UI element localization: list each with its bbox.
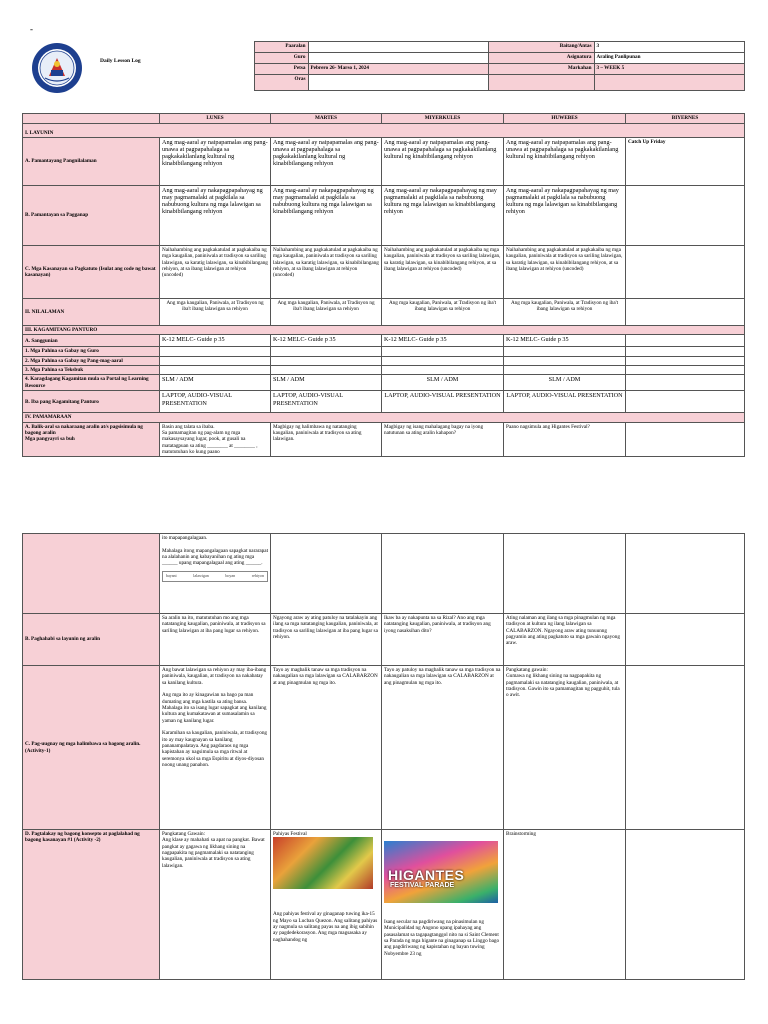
cell: Ang mag-aaral ay nakapagpapahayag ng may pagmamalaki at pagkilala sa nabubuong kultura ng mga lalawigan sa kinabibilangang rehiyon [160,186,271,246]
higantes-text: Isang secular na pagdiriwang na pinasimulan ng Municipalidad ng Angono upang ipahayag ang pasasalamat sa tagapagtanggol nito na si Saint Clement sa Parada ng mga higante na ginaganap sa Linggo bago ang pagdiriwang ng kapistahan ng bayan tuwing Nobyembre 23 ng [384,919,500,957]
table-row [23,375,745,391]
table-row [23,299,745,326]
section-kagamitang: III. KAGAMITANG PANTURO [23,326,745,335]
cell: K-12 MELC- Guide p 35 [382,335,504,347]
label-markahan: Markahan [488,64,594,75]
day-huwebes: HUWEBES [504,114,626,124]
cell [626,666,745,830]
day-martes: MARTES [271,114,382,124]
cell: Ating nalaman ang ilang sa mga pinagmulan ng mga tradisyon at kultura ng ilang lalawigan sa CALABARZON. Ngayong araw ating tunuunng pagyamin ang ating pagkatuto sa mga gawain ngayong araw. [504,614,626,666]
pahiyas-text: Ang pahiyas festival ay ginaganap tuwing ika-15 ng Mayo sa Lucban Quezon. Ang salitang pahiyas ay nagmula sa salitang payas na ang ibig sabihin ay pagdedekorasyon. Ang mga magsasaka ay naghahandog ng [273,911,378,943]
document-title: Daily Lesson Log [100,58,141,64]
header-table [22,41,745,91]
cell [626,375,745,391]
day-biyernes: BIYERNES [626,114,745,124]
value-markahan: 3 – WEEK 5 [594,64,744,75]
days-header-row [23,114,745,124]
word-option: rehiyon [251,572,264,578]
cell: K-12 MELC- Guide p 35 [160,335,271,347]
cell: Tayo ay magbalik tanaw sa mga tradisyon na nakaugalian sa mga lalawigan sa CALABARZON at ang pinagmulan ng mga ito. [271,666,382,830]
table-row [23,186,745,246]
cell: Ang mag-aaral ay nakapagpapahayag ng may pagmamalaki at pagkilala sa nabubuong kultura ng mga lalawigan sa kinabibilangang rehiyon [504,186,626,246]
cell: Ngayong araw ay ating patuloy na tatalakayin ang ilang sa mga natatanging kaugalian, paniniwala, at tradisyon sa sariling lalawigan at iba pang lugar sa rehiyon. [271,614,382,666]
empty-cell [488,75,594,91]
table-row [23,830,745,980]
row-label: D. Pagtalakay ng bagong konsepto at paglalahad ng bagong kasanayan #1 (Activity -2) [23,830,160,980]
cell: Ang bawat lalawigan sa rehiyon ay may iba-ibang paniniwala, kaugalian, at tradisyon na nakabatay sa kanilang kultura. Ang mga ito ay kinagawian na bago pa man dumating ang mga kastila sa ating bansa. Mahalaga ito sa isang lugar sapagkat ang kanilang kultura ang kumakatawan at sumasalamin sa yaman ng kanilang lugar. Karamihan sa kaugalian, paniniwala, at tradisyong ito ay may kaugnayan sa kanilang pananampalataya. Ang pagdaraos ng mga kapistahan ay nagsimula sa mga ritwal at seremonya ukol sa mga Espiritu at diyos-diyosan noong unang panahon. [160,666,271,830]
section-pamamaraan: IV. PAMAMARAAN [23,413,745,422]
value-guro [308,53,488,64]
cell: LAPTOP, AUDIO-VISUAL PRESENTATION [160,391,271,413]
table-row [23,138,745,186]
cell: SLM / ADM [504,375,626,391]
higantes-title: HIGANTES [388,867,465,883]
cell: Ang mga kaugalian, Paniwala, at Tradisyon ng iba't ibang lalawigan sa rehiyon [160,299,271,326]
table-row [23,356,745,365]
value-petsa: Pebrero 26- Marso 1, 2024 [308,64,488,75]
cell [626,391,745,413]
row-label: B. Iba pang Kagamitang Panturo [23,391,160,413]
row-label: B. Pamantayan sa Pagganap [23,186,160,246]
section-layunin: I. LAYUNIN [23,124,745,138]
table-row [23,391,745,413]
row-label: B. Paghahabi sa layunin ng aralin [23,614,160,666]
row-label: 2. Mga Pahina sa Gabay ng Pang-mag-aaral [23,356,160,365]
cell: SLM / ADM [160,375,271,391]
table-row [23,534,745,614]
higantes-festival-image [384,841,498,903]
cell: Ang mag-aaral ay naipapamalas ang pang-unawa at pagpapahalaga sa pagkakakilanlang kultural ng kinabibilangang rehiyon [160,138,271,186]
cell [626,186,745,246]
label-petsa: Petsa [254,64,308,75]
word-option: lalawigan [193,572,209,578]
cell: Ang mga kaugalian, Paniwala, at Tradisyon ng iba't ibang lalawigan sa rehiyon [504,299,626,326]
cell: Naihahambing ang pagkakatulad at pagkakaiba ng mga kaugalian, paniniwala at tradisyon sa sariling lalawigan, sa karatig lalawigan, sa kinabibilangang rehiyon, at sa ibang lalawigan at rehiyon (uncoded) [271,246,382,299]
row-label: C. Pag-uugnay ng mga halimbawa sa bagong aralin. (Activity-1) [23,666,160,830]
word-option: boyan [225,572,236,578]
cell: Paano nagsimula ang Higantes Festival? [504,422,626,457]
cell: Sa aralin na ito, matututuhan mo ang mga natatanging kaugalian, paniniwala, at tradisyon sa sariling lalawigan at iba pang lugar sa rehiyon. [160,614,271,666]
cell [626,299,745,326]
table-row [23,666,745,830]
cell: K-12 MELC- Guide p 35 [504,335,626,347]
cell: SLM / ADM [271,375,382,391]
pahiyas-caption: Pahiyas Festival [273,831,307,837]
value-asignatura: Araling Panlipunan [594,53,744,64]
cell: Ang mga kaugalian, Paniwala, at Tradisyon ng iba't ibang lalawigan sa rehiyon [382,299,504,326]
row-label: 4. Karagdagang Kagamitan mula sa Portal ng Learning Resource [23,375,160,391]
label-oras: Oras [254,75,308,91]
table-row [23,335,745,347]
cell: K-12 MELC- Guide p 35 [271,335,382,347]
row-label: 1. Mga Pahina sa Gabay ng Guro [23,347,160,356]
value-oras [308,75,488,91]
cell: Ang mag-aaral ay nakapagpapahayag ng may pagmamalaki at pagkilala sa nabubuong kultura ng mga lalawigan sa kinabibilangang rehiyon [382,186,504,246]
cell [160,534,271,614]
cell: Naihahambing ang pagkakatulad at pagkakaiba ng mga kaugalian, paniniwala at tradisyon sa sariling lalawigan, sa karatig lalawigan, sa kinabibilangang rehiyon, at sa ibang lalawigan at rehiyon (uncoded) [382,246,504,299]
page-mark: - [30,24,33,34]
label-guro: Guro [254,53,308,64]
row-label: C. Mga Kasanayan sa Pagkatuto (Isulat ang code ng bawat kasanayan) [23,246,160,299]
row-label: 3. Mga Pahina sa Teksbuk [23,366,160,375]
cell: Ang mga kaugalian, Paniwala, at Tradisyon ng iba't ibang lalawigan sa rehiyon [271,299,382,326]
cell: Ang mag-aaral ay nakapagpapahayag ng may pagmamalaki at pagkilala sa nabubuong kultura ng mga lalawigan sa kinabibilangang rehiyon [271,186,382,246]
row-label: A. Balik-aral sa nakaraang aralin at/s pagsisimula ng bagong aralin Mga pangyayri sa buh [23,422,160,457]
cell: Brainstorming [504,830,626,980]
cell: Magbigay ng halimbawa ng natatanging kaugalian, paniniwala at tradisyon sa ating lalawigan. [271,422,382,457]
label-paaralan: Paaralan [254,42,308,53]
cell: Ang mag-aaral ay naipapamalas ang pang-unawa at pagpapahalaga sa pagkakakilanlang kultural ng kinabibilangang rehiyon [271,138,382,186]
table-row [23,614,745,666]
row-label: A. Pamantayang Pangnilalaman [23,138,160,186]
cell: Naihahambing ang pagkakatulad at pagkakaiba ng mga kaugalian, paniniwala at tradisyon sa sariling lalawigan, sa karatig lalawigan, sa kinabibilangang rehiyon, at sa ibang lalawigan at rehiyon (uncoded) [160,246,271,299]
label-baitang: Baitang/Antas [488,42,594,53]
row-label: A. Sanggunian [23,335,160,347]
table-row [23,347,745,356]
day-lunes: LUNES [160,114,271,124]
cell: LAPTOP, AUDIO-VISUAL PRESENTATION [382,391,504,413]
pahiyas-festival-image [273,837,373,889]
table-row [23,422,745,457]
cell: Naihahambing ang pagkakatulad at pagkakaiba ng mga kaugalian, paniniwala at tradisyon sa sariling lalawigan, sa karatig lalawigan, sa kinabibilangang rehiyon, at sa ibang lalawigan at rehiyon (uncoded) [504,246,626,299]
cell: Basin ang talata sa ibaba. Sa pamamagitan ng pag-alam ng mga makasaysayang lugar, pook, at gusali na matatagpuan sa ating ________ at ________ , matututuhan ko kung paano [160,422,271,457]
cell [626,614,745,666]
cell: Ikaw ba ay nakapunta na sa Rizal? Ano ang mga natatanging kaugalian, paniniwala, at tradisyon ang iyong nasaksihan dito? [382,614,504,666]
cell: LAPTOP, AUDIO-VISUAL PRESENTATION [271,391,382,413]
word-option: bayani [166,572,177,578]
higantes-subtitle: FESTIVAL PARADE [390,882,455,889]
cell [382,830,504,980]
catch-up-friday: Catch Up Friday [626,138,745,186]
cell: Pangkatang gawain: Gumawa ng likhang sining na nagpapakita ng pagmamalaki sa natatanging kaugalian, paniniwala, at tradisyon. Gawin ito sa pamamagitan ng pagguhit, tula o awit. [504,666,626,830]
cell [626,422,745,457]
continued-text: ito mapapangalagaan. Mahalaga itong mapangalagaan sapagkat nararapat na alalahanin ang kabayanihan ng ating mga ______ upang mapangalagaal ang ating ______. [162,535,269,567]
lesson-table-page1 [22,113,745,457]
cell: Ang mag-aaral ay naipapamalas ang pang-unawa at pagpapahalaga sa pagkakakilanlang kultural ng kinabibilangang rehiyon [504,138,626,186]
cell: Magbigay ng isang mahalagang bagay na iyong natutunan sa ating aralin kahapon? [382,422,504,457]
row-label: II. NILALAMAN [23,299,160,326]
cell [626,335,745,347]
table-row [23,246,745,299]
cell: LAPTOP, AUDIO-VISUAL PRESENTATION [504,391,626,413]
cell: Ang mag-aaral ay naipapamalas ang pang-unawa at pagpapahalaga sa pagkakakilanlang kultural ng kinabibilangang rehiyon [382,138,504,186]
value-paaralan [308,42,488,53]
cell [271,830,382,980]
cell: Tayo ay patuloy na magbalik tanaw sa mga tradisyon na nakaugalian sa mga lalawigan sa CALABARZON at ang pinagmulan ng mga ito. [382,666,504,830]
value-baitang: 3 [594,42,744,53]
cell: Pangkatang Gawain: Ang klase ay mahahati sa apat na pangkat. Bawat pangkat ay gagawa ng likhang sining na nagpapakita ng pagmamalaki sa natatanging kaugalian, paniniwala at tradisyon sa ating lalawigan. [160,830,271,980]
cell [626,830,745,980]
cell: SLM / ADM [382,375,504,391]
day-miyerkules: MIYERKULES [382,114,504,124]
cell [626,246,745,299]
word-box [162,571,268,582]
table-row [23,366,745,375]
empty-cell [594,75,744,91]
lesson-table-page2 [22,533,745,980]
label-asignatura: Asignatura [488,53,594,64]
